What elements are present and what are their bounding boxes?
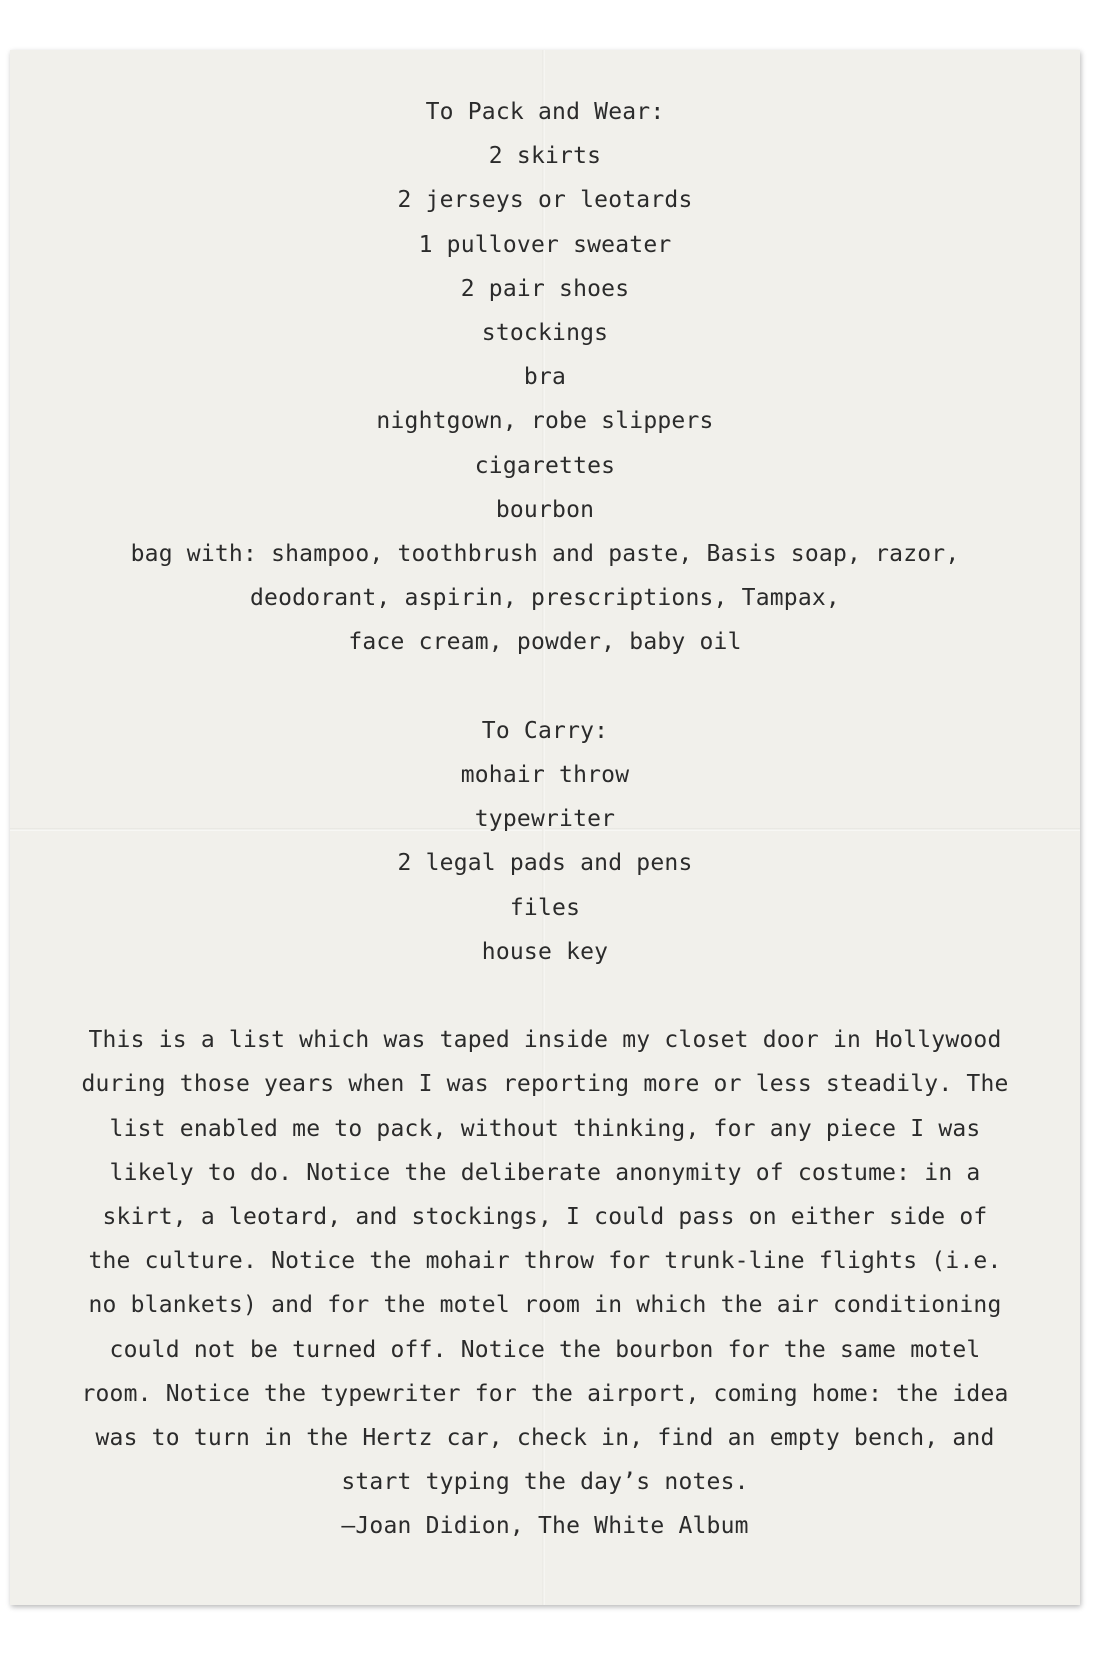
pack-item: face cream, powder, baby oil <box>348 629 742 656</box>
blank-line <box>10 974 1080 1018</box>
carry-item: files <box>509 894 581 921</box>
pack-item: bourbon <box>495 496 595 523</box>
carry-item: typewriter <box>474 806 616 833</box>
carry-item: house key <box>481 938 609 965</box>
paragraph-line: likely to do. Notice the deliberate anonymity of costume: in a <box>109 1159 981 1186</box>
pack-item: 2 pair shoes <box>460 275 630 302</box>
carry-item: 2 legal pads and pens <box>397 850 693 877</box>
paragraph-line: start typing the day’s notes. <box>341 1469 749 1496</box>
blank-line <box>10 665 1080 709</box>
paragraph-line: the culture. Notice the mohair throw for trunk-line flights (i.e. <box>88 1248 1002 1275</box>
pack-item: cigarettes <box>474 452 616 479</box>
paragraph-line: skirt, a leotard, and stockings, I could pass on either side of <box>102 1204 988 1231</box>
paragraph-line: This is a list which was taped inside my closet door in Hollywood <box>88 1027 1002 1054</box>
pack-item: stockings <box>481 320 609 347</box>
attribution: –Joan Didion, The White Album <box>341 1513 749 1540</box>
typed-text <box>10 90 1080 1549</box>
carry-item: mohair throw <box>460 762 630 789</box>
commentary-paragraph <box>50 1018 1040 1548</box>
pack-item: nightgown, robe slippers <box>376 408 714 435</box>
carry-section <box>10 709 1080 974</box>
paragraph-line: list enabled me to pack, without thinking, for any piece I was <box>109 1115 981 1142</box>
paragraph-line: no blankets) and for the motel room in which the air conditioning <box>88 1292 1002 1319</box>
carry-heading: To Carry: <box>481 717 609 744</box>
pack-item: 2 skirts <box>488 143 602 170</box>
paragraph-line: was to turn in the Hertz car, check in, find an empty bench, and <box>95 1425 995 1452</box>
paper-sheet <box>10 50 1080 1605</box>
pack-item: 1 pullover sweater <box>418 231 672 258</box>
pack-section <box>10 90 1080 665</box>
pack-item: deodorant, aspirin, prescriptions, Tampax, <box>250 585 840 612</box>
pack-item: bag with: shampoo, toothbrush and paste, Basis soap, razor, <box>130 541 960 568</box>
pack-item: 2 jerseys or leotards <box>397 187 693 214</box>
pack-heading: To Pack and Wear: <box>425 99 665 125</box>
paragraph-line: could not be turned off. Notice the bourbon for the same motel <box>109 1336 981 1363</box>
pack-item: bra <box>523 364 567 391</box>
paragraph-line: room. Notice the typewriter for the airport, coming home: the idea <box>81 1380 1009 1407</box>
paragraph-line: during those years when I was reporting more or less steadily. The <box>81 1071 1009 1098</box>
